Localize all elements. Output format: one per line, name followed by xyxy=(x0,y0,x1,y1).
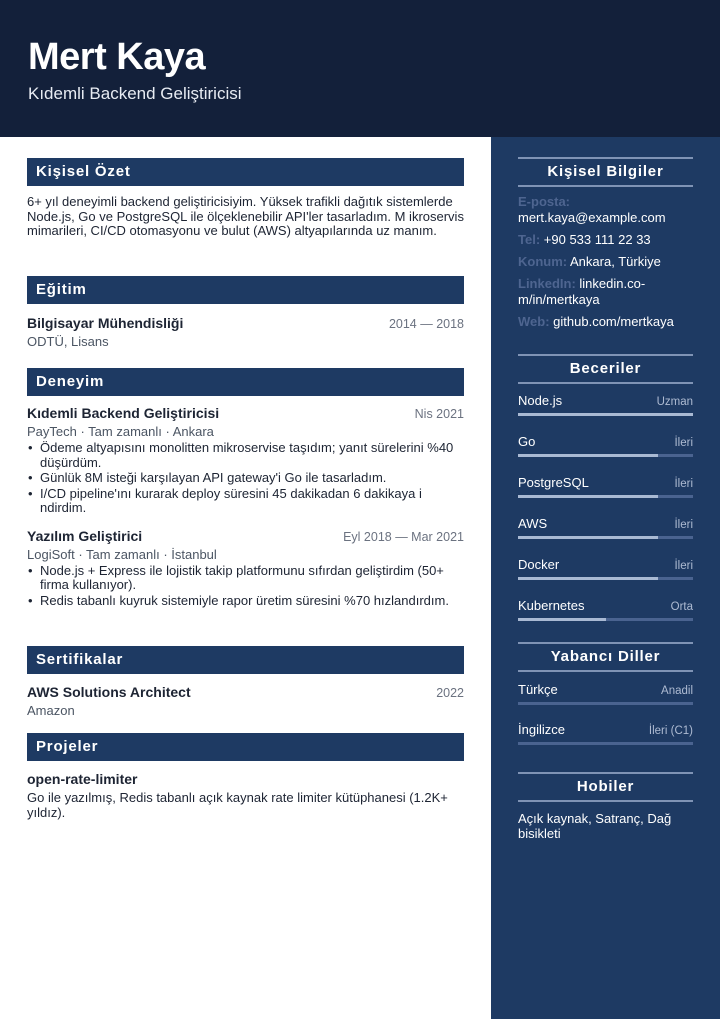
skill-item xyxy=(518,557,693,580)
languages-heading: Yabancı Diller xyxy=(518,642,693,672)
hobbies-heading: Hobiler xyxy=(518,772,693,802)
hobbies-text: Açık kaynak, Satranç, Dağ bisikleti xyxy=(518,811,672,841)
certificates-section xyxy=(27,646,464,718)
sidebar xyxy=(491,137,720,1019)
personal-info-heading: Kişisel Bilgiler xyxy=(518,157,693,187)
location-line xyxy=(518,254,693,270)
skills-list xyxy=(518,393,693,621)
skill-level: İleri xyxy=(674,519,693,531)
language-name: Türkçe xyxy=(518,682,558,697)
skill-bar xyxy=(518,618,693,621)
job-company: LogiSoft · Tam zamanlı · İstanbul xyxy=(27,546,217,562)
summary-heading: Kişisel Özet xyxy=(27,158,464,186)
skills-heading: Beceriler xyxy=(518,354,693,384)
education-heading: Eğitim xyxy=(27,276,464,304)
web-label: Web: xyxy=(518,314,550,329)
phone-value[interactable]: +90 533 111 22 33 xyxy=(543,232,651,247)
summary-text: 6+ yıl deneyimli backend geliştiricisiyim. Yüksek trafikli dağıtık sistemlerde Node.js, Go ve PostgreSQL ile ölçeklenebilir API'ler tasarladım. M ikroservis mimarileri, CI/CD otomasyonu ve bulut (AWS) altyapılarında uz manım. xyxy=(27,194,464,238)
language-divider xyxy=(518,742,693,745)
personal-info-section xyxy=(518,157,693,330)
job-title: Kıdemli Backend Geliştiricisi xyxy=(27,405,220,421)
email-line xyxy=(518,194,693,226)
phone-line xyxy=(518,232,693,248)
skill-bar xyxy=(518,413,693,416)
skill-item xyxy=(518,475,693,498)
job-bullets xyxy=(27,441,464,516)
skill-bar-fill xyxy=(518,577,658,580)
experience-entry xyxy=(27,405,464,516)
skill-name: Kubernetes xyxy=(518,598,585,613)
degree-title: Bilgisayar Mühendisliği xyxy=(27,315,184,331)
linkedin-line xyxy=(518,276,693,308)
email-label: E-posta: xyxy=(518,194,570,209)
skill-level: İleri xyxy=(674,437,693,449)
job-dates: Eyl 2018 — Mar 2021 xyxy=(343,529,464,544)
skill-name: Node.js xyxy=(518,393,563,408)
language-level: İleri (C1) xyxy=(648,725,693,737)
experience-section xyxy=(27,368,464,608)
certificates-heading: Sertifikalar xyxy=(27,646,464,674)
language-name: İngilizce xyxy=(518,722,565,737)
languages-section xyxy=(518,642,693,745)
skill-item xyxy=(518,393,693,416)
project-entry xyxy=(27,771,464,820)
skill-item xyxy=(518,434,693,457)
skill-name: Docker xyxy=(518,557,560,572)
certificate-year: 2022 xyxy=(436,686,464,700)
resume-header xyxy=(0,0,720,137)
job-bullet: • Günlük 8M isteği karşılayan API gateway'i Go ile tasarladım. xyxy=(27,471,464,486)
skill-bar-fill xyxy=(518,495,658,498)
skill-level: İleri xyxy=(674,478,693,490)
skill-name: AWS xyxy=(518,516,548,531)
skill-name: Go xyxy=(518,434,536,449)
language-item xyxy=(518,722,693,745)
skill-level: Orta xyxy=(670,601,693,613)
job-bullet: • Ödeme altyapısını monolitten mikroservise taşıdım; yanıt sürelerini %40 düşürdüm. xyxy=(27,441,464,470)
job-dates: Nis 2021 xyxy=(414,407,464,421)
project-desc: Go ile yazılmış, Redis tabanlı açık kaynak rate limiter kütüphanesi (1.2K+ yıldız). xyxy=(27,790,448,820)
email-value[interactable]: mert.kaya@example.com xyxy=(518,210,666,225)
education-dates: 2014 — 2018 xyxy=(388,317,464,331)
skill-bar xyxy=(518,577,693,580)
candidate-name: Mert Kaya xyxy=(28,36,206,78)
web-line xyxy=(518,314,693,330)
skill-bar xyxy=(518,495,693,498)
certificate-name: AWS Solutions Architect xyxy=(27,684,191,700)
certificate-entry xyxy=(27,684,464,718)
job-bullet: • Node.js + Express ile lojistik takip platformunu sıfırdan geliştirdim (50+ firma kullanıyor). xyxy=(27,564,464,593)
skill-level: İleri xyxy=(674,560,693,572)
education-entry xyxy=(27,315,464,349)
skill-name: PostgreSQL xyxy=(518,475,589,490)
skill-item xyxy=(518,516,693,539)
linkedin-label: LinkedIn: xyxy=(518,276,576,291)
job-title: Yazılım Geliştirici xyxy=(27,527,143,544)
skill-bar-fill xyxy=(518,454,658,457)
skill-item xyxy=(518,598,693,621)
projects-heading: Projeler xyxy=(27,733,464,761)
school-name: ODTÜ, Lisans xyxy=(27,334,109,349)
location-value: Ankara, Türkiye xyxy=(570,254,661,269)
projects-section xyxy=(27,733,464,820)
job-bullet: • Redis tabanlı kuyruk sistemiyle rapor üretim süresini %70 hızlandırdım. xyxy=(27,594,464,609)
skill-bar-fill xyxy=(518,536,658,539)
location-label: Konum: xyxy=(518,254,568,269)
linkedin-value[interactable]: linkedin.com/in/mertkaya xyxy=(518,276,646,307)
project-name: open-rate-limiter xyxy=(27,771,138,787)
web-value[interactable]: github.com/mertkaya xyxy=(553,314,674,329)
hobbies-section xyxy=(518,772,693,841)
education-section xyxy=(27,276,464,349)
job-company: PayTech · Tam zamanlı · Ankara xyxy=(27,424,214,439)
skill-bar xyxy=(518,536,693,539)
job-bullet: • I/CD pipeline'ını kurarak deploy süresini 45 dakikadan 6 dakikaya i ndirdim. xyxy=(27,487,464,516)
experience-heading: Deneyim xyxy=(27,368,464,396)
skill-bar xyxy=(518,454,693,457)
skill-bar-fill xyxy=(518,413,693,416)
skill-bar-fill xyxy=(518,618,606,621)
skill-level: Uzman xyxy=(656,396,693,408)
certificate-issuer: Amazon xyxy=(27,703,75,718)
language-level: Anadil xyxy=(661,685,693,697)
language-item xyxy=(518,682,693,705)
summary-section xyxy=(27,158,464,239)
experience-entry xyxy=(27,528,464,609)
candidate-role: Kıdemli Backend Geliştiricisi xyxy=(28,84,242,103)
job-bullets xyxy=(27,564,464,609)
skills-section xyxy=(518,354,693,621)
language-divider xyxy=(518,702,693,705)
phone-label: Tel: xyxy=(518,232,541,247)
